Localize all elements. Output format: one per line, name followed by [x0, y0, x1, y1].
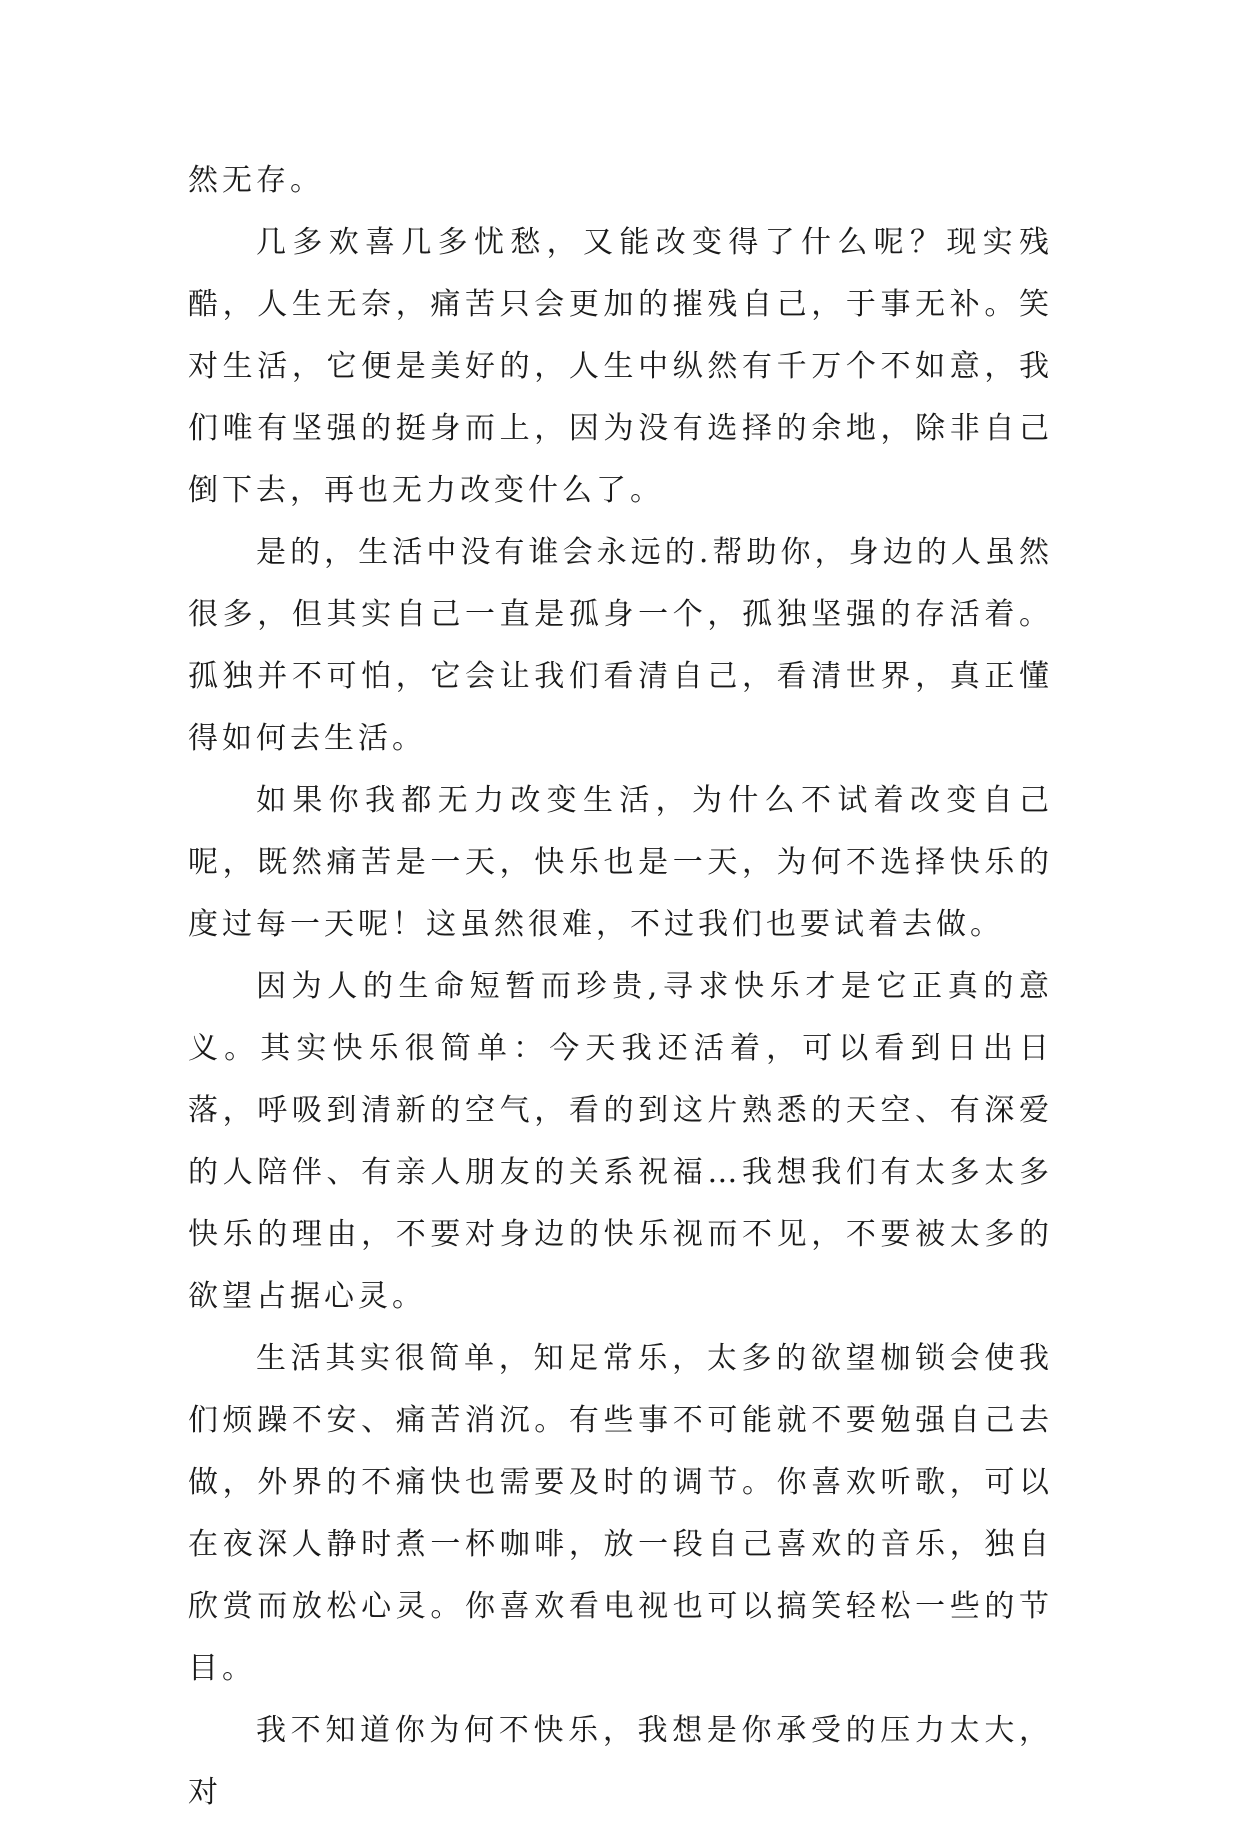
paragraph: 几多欢喜几多忧愁，又能改变得了什么呢？现实残酷，人生无奈，痛苦只会更加的摧残自己，于事无补。笑对生活，它便是美好的，人生中纵然有千万个不如意，我们唯有坚强的挺身而上，因为没有选择的余地，除非自己倒下去，再也无力改变什么了。: [188, 225, 1053, 508]
document-body: [188, 150, 1053, 1824]
paragraph: 生活其实很简单，知足常乐，太多的欲望枷锁会使我们烦躁不安、痛苦消沉。有些事不可能就不要勉强自己去做，外界的不痛快也需要及时的调节。你喜欢听歌，可以在夜深人静时煮一杯咖啡，放一段自己喜欢的音乐，独自欣赏而放松心灵。你喜欢看电视也可以搞笑轻松一些的节目。: [188, 1341, 1053, 1686]
paragraph-continuation: 然无存。: [188, 163, 324, 198]
paragraph: 是的，生活中没有谁会永远的.帮助你，身边的人虽然很多，但其实自己一直是孤身一个，孤独坚强的存活着。孤独并不可怕，它会让我们看清自己，看清世界，真正懂得如何去生活。: [188, 535, 1053, 756]
paragraph: 如果你我都无力改变生活，为什么不试着改变自己呢，既然痛苦是一天，快乐也是一天，为何不选择快乐的度过每一天呢！这虽然很难，不过我们也要试着去做。: [188, 783, 1053, 942]
paragraph: 因为人的生命短暂而珍贵,寻求快乐才是它正真的意义。其实快乐很简单：今天我还活着，可以看到日出日落，呼吸到清新的空气，看的到这片熟悉的天空、有深爱的人陪伴、有亲人朋友的关系祝福…我想我们有太多太多快乐的理由，不要对身边的快乐视而不见，不要被太多的欲望占据心灵。: [188, 969, 1053, 1314]
paragraph: 我不知道你为何不快乐，我想是你承受的压力太大，对: [188, 1713, 1053, 1810]
